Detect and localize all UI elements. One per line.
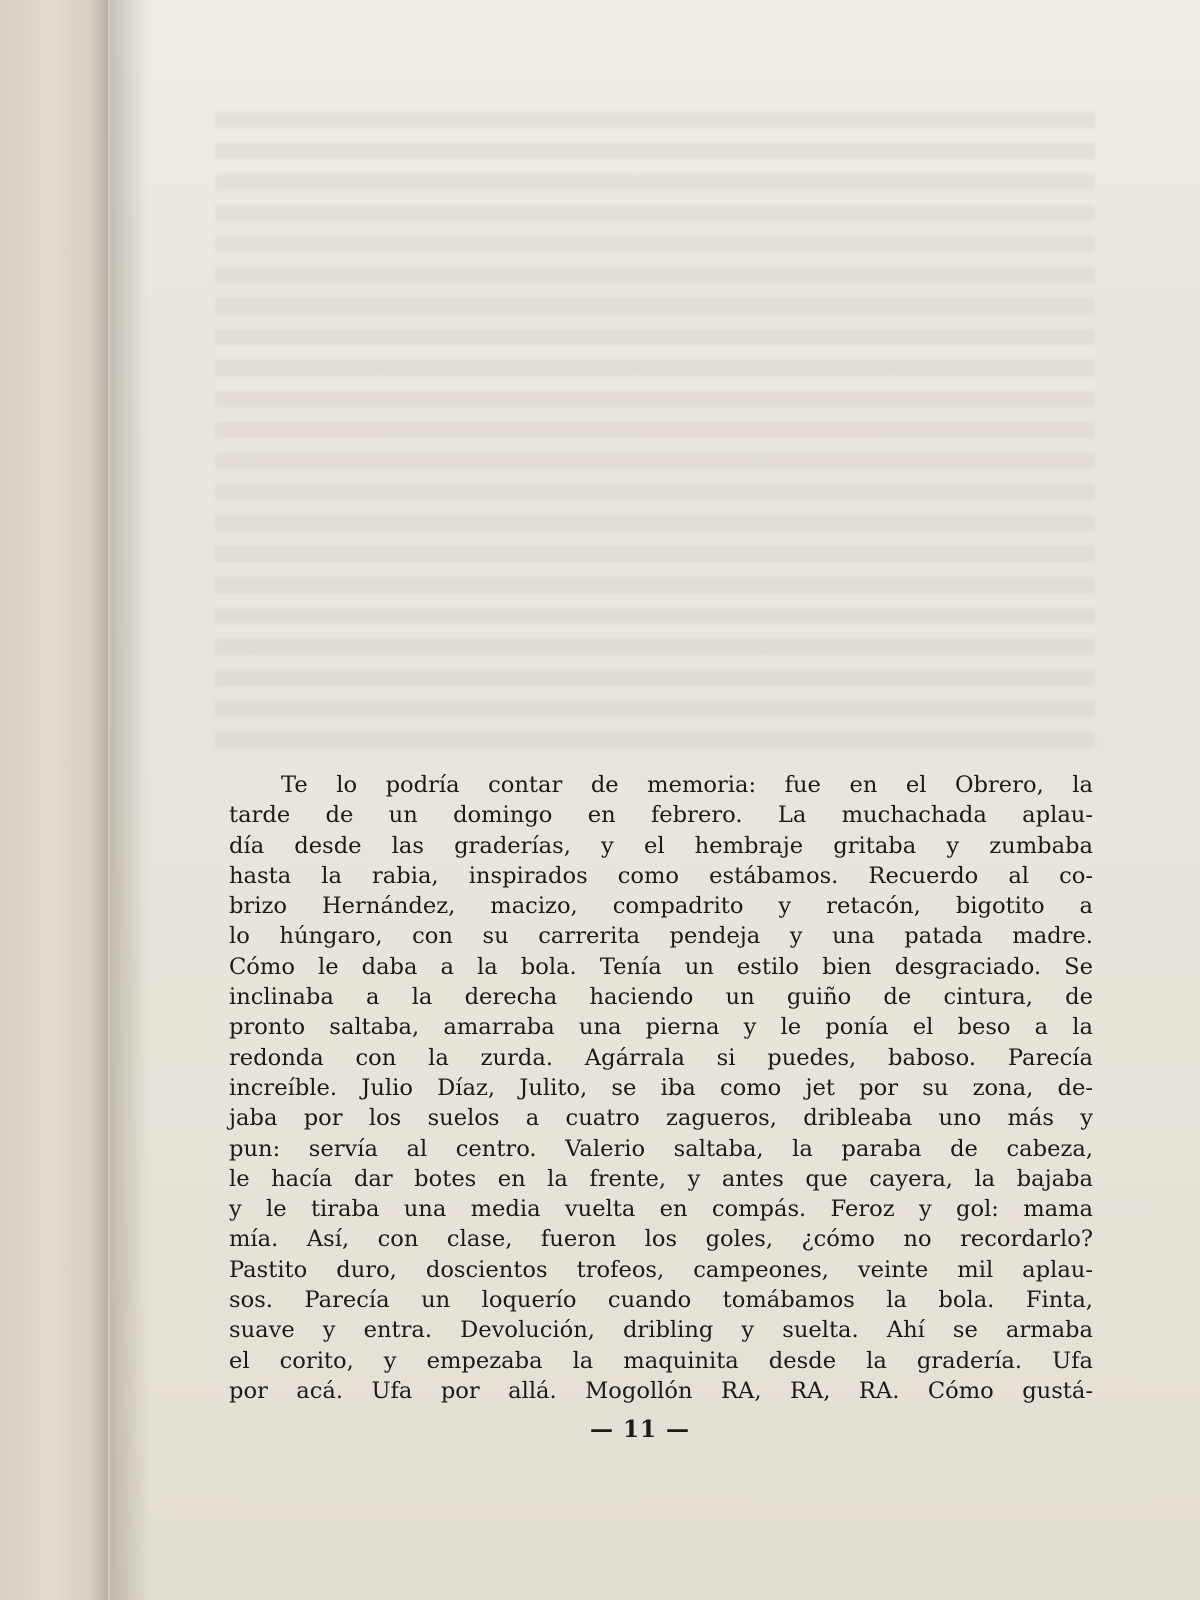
facing-page-edge: [0, 0, 108, 1600]
gutter-shadow: [110, 0, 150, 1600]
text-line: jaba por los suelos a cuatro zagueros, dribleaba uno más y: [229, 1105, 1093, 1132]
text-line: el corito, y empezaba la maquinita desde la gradería. Ufa: [229, 1347, 1093, 1374]
text-line: increíble. Julio Díaz, Julito, se iba como jet por su zona, de-: [229, 1074, 1093, 1101]
text-line: pun: servía al centro. Valerio saltaba, la paraba de cabeza,: [229, 1135, 1093, 1162]
text-line: le hacía dar botes en la frente, y antes que cayera, la bajaba: [229, 1165, 1093, 1192]
text-line: por acá. Ufa por allá. Mogollón RA, RA, RA. Cómo gustá-: [229, 1377, 1093, 1404]
text-line: Te lo podría contar de memoria: fue en el Obrero, la: [281, 772, 1093, 798]
text-line: mía. Así, con clase, fueron los goles, ¿cómo no recordarlo?: [229, 1226, 1093, 1253]
text-line: lo húngaro, con su carrerita pendeja y una patada madre.: [229, 923, 1093, 950]
text-line: hasta la rabia, inspirados como estábamos. Recuerdo al co-: [229, 862, 1093, 889]
text-line: inclinaba a la derecha haciendo un guiño de cintura, de: [229, 984, 1093, 1011]
text-line: brizo Hernández, macizo, compadrito y retacón, bigotito a: [229, 893, 1093, 920]
text-line: día desde las graderías, y el hembraje gritaba y zumbaba: [229, 832, 1093, 859]
text-line: Cómo le daba a la bola. Tenía un estilo bien desgraciado. Se: [229, 953, 1093, 980]
text-line: suave y entra. Devolución, dribling y suelta. Ahí se armaba: [229, 1317, 1093, 1344]
text-line: y le tiraba una media vuelta en compás. Feroz y gol: mama: [229, 1196, 1093, 1223]
text-line: sos. Parecía un loquerío cuando tomábamos la bola. Finta,: [229, 1287, 1093, 1314]
text-line: tarde de un domingo en febrero. La muchachada aplau-: [229, 802, 1093, 829]
show-through-text: [215, 112, 1095, 752]
page-number: — 11 —: [589, 1416, 691, 1443]
text-line: redonda con la zurda. Agárrala si puedes, baboso. Parecía: [229, 1044, 1093, 1071]
body-paragraph: [229, 770, 1093, 1406]
text-line: Pastito duro, doscientos trofeos, campeones, veinte mil aplau-: [229, 1256, 1093, 1283]
text-line: pronto saltaba, amarraba una pierna y le ponía el beso a la: [229, 1014, 1093, 1041]
